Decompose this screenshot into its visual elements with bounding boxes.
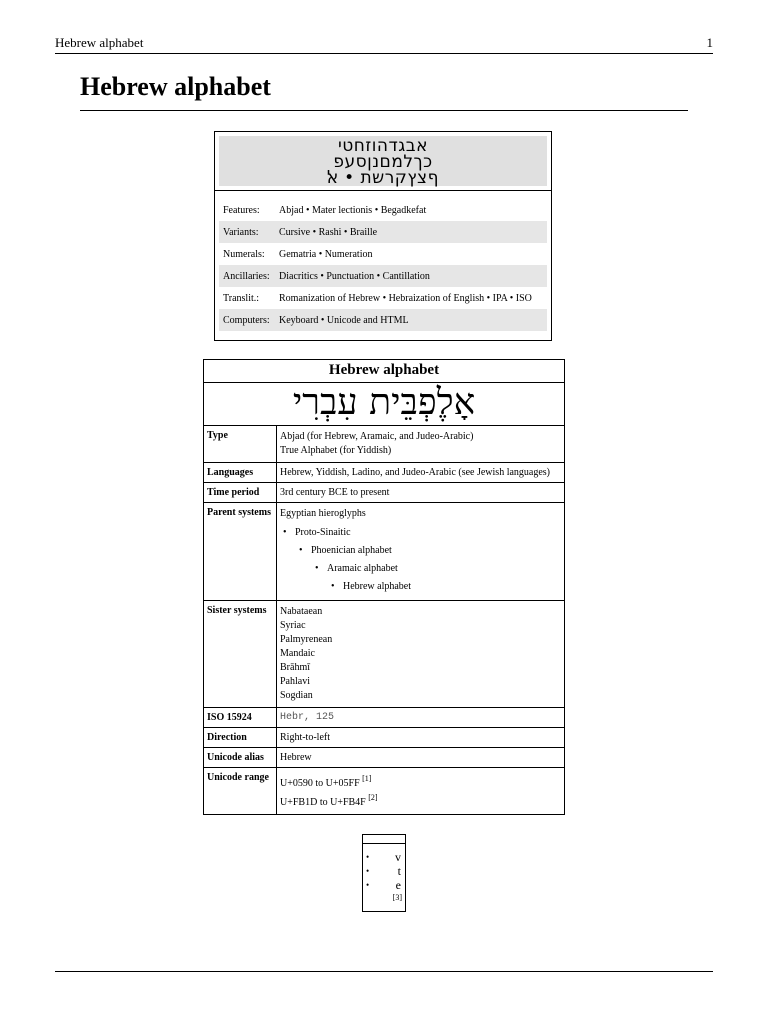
infobox-value: Hebrew (277, 748, 565, 768)
navbox-label: Translit.: (223, 292, 260, 304)
navbox-value-link[interactable]: Cursive • Rashi • Braille (275, 221, 547, 243)
navbox-value-link[interactable]: Keyboard • Unicode and HTML (275, 309, 547, 331)
infobox-value (277, 426, 565, 463)
infobox-value[interactable]: Hebrew, Yiddish, Ladino, and Judeo-Arabic (see Jewish languages) (277, 463, 565, 483)
infobox-value (277, 601, 565, 708)
sister-item[interactable]: Mandaic (280, 648, 315, 659)
infobox-key: Direction (204, 728, 277, 748)
letter-row: אבגדהוזחטי (337, 136, 429, 156)
navbox-row-numerals (219, 243, 547, 265)
infobox-row-parent-systems (204, 503, 565, 601)
parent-level-2[interactable]: • Phoenician alphabet (311, 542, 561, 560)
infobox-key: ISO 15924 (204, 708, 277, 728)
bullet-icon: • (366, 852, 370, 862)
navbox-table (219, 199, 547, 331)
infobox (203, 359, 565, 815)
vte-box (362, 834, 406, 912)
infobox-key: Sister systems (204, 601, 277, 708)
sister-item[interactable]: Nabataean (280, 606, 323, 617)
sister-item[interactable]: Palmyrenean (280, 634, 333, 645)
parent-tree (343, 578, 561, 596)
unicode-range-text[interactable]: U+0590 to U+05FF (280, 778, 360, 789)
vte-item-view[interactable]: • v (366, 850, 401, 864)
type-line[interactable]: True Alphabet (for Yiddish) (280, 445, 392, 456)
navbox-row-translit (219, 287, 547, 309)
infobox-value (277, 503, 565, 601)
vte-item-talk[interactable]: • t (366, 864, 401, 878)
navbox-row-features (219, 199, 547, 221)
citation-ref[interactable]: [1] (362, 774, 372, 783)
unicode-range-text[interactable]: U+FB1D to U+FB4F (280, 797, 366, 808)
infobox-row-type (204, 426, 565, 463)
navbox-row-computers (219, 309, 547, 331)
navbox-value-link[interactable]: Gematria • Numeration (279, 248, 373, 260)
parent-tree (327, 560, 561, 578)
navbox-label: Variants: (219, 221, 275, 243)
infobox-value (277, 768, 565, 815)
navbox-value-link[interactable]: Abjad • Mater lectionis • Begadkefat (279, 204, 427, 216)
infobox-row-direction (204, 728, 565, 748)
navbox-value-link[interactable]: Diacritics • Punctuation • Cantillation (275, 265, 547, 287)
hebrew-letters-panel (219, 136, 547, 186)
sister-item[interactable]: Brāhmī (280, 662, 310, 673)
infobox-row-unicode-range (204, 768, 565, 815)
infobox-key: Time period (204, 483, 277, 503)
navbox-divider (215, 190, 551, 191)
infobox-row-iso (204, 708, 565, 728)
page-title: Hebrew alphabet (80, 72, 688, 111)
navbox-label: Computers: (219, 309, 275, 331)
type-line[interactable]: Abjad (for Hebrew, Aramaic, and Judeo-Arabic) (280, 431, 474, 442)
citation-ref[interactable]: [2] (368, 793, 378, 802)
citation-ref[interactable]: [3] (392, 893, 402, 902)
infobox-value[interactable]: Right-to-left (277, 728, 565, 748)
infobox-row-sister-systems (204, 601, 565, 708)
infobox-key: Unicode alias (204, 748, 277, 768)
infobox-title: Hebrew alphabet (204, 360, 565, 383)
running-title: Hebrew alphabet (55, 35, 144, 50)
parent-level-3[interactable]: • Aramaic alphabet (327, 560, 561, 578)
letter-row: כךלמםנןסעפ (333, 152, 433, 172)
vte-item-edit[interactable]: • e (366, 878, 401, 892)
vte-list (363, 850, 405, 892)
parent-tree (295, 524, 561, 542)
infobox-row-unicode-alias (204, 748, 565, 768)
vte-top-bar (363, 835, 405, 844)
navbox-value-link[interactable]: Romanization of Hebrew • Hebraization of English • IPA • ISO (279, 292, 532, 304)
sister-item[interactable]: Pahlavi (280, 676, 310, 687)
infobox-key: Parent systems (204, 503, 277, 601)
navbox-row-variants (219, 221, 547, 243)
parent-level-4: • Hebrew alphabet (343, 578, 561, 596)
hebrew-alphabet-navbox (214, 131, 552, 341)
infobox-key: Unicode range (204, 768, 277, 815)
infobox-value: 3rd century BCE to present (277, 483, 565, 503)
letter-row: ףצץקרשת • ﭏ (326, 168, 440, 188)
footer-rule (55, 971, 713, 972)
infobox-key: Type (204, 426, 277, 463)
bullet-icon: • (366, 880, 370, 890)
parent-level-1[interactable]: • Proto-Sinaitic (295, 524, 561, 542)
navbox-label: Ancillaries: (219, 265, 275, 287)
navbox-label: Numerals: (223, 248, 265, 260)
sister-item[interactable]: Syriac (280, 620, 306, 631)
navbox-label: Features: (223, 204, 260, 216)
sister-item[interactable]: Sogdian (280, 690, 313, 701)
infobox-row-time-period (204, 483, 565, 503)
unicode-range-line (280, 791, 561, 810)
navbox-row-ancillaries (219, 265, 547, 287)
bullet-icon: • (366, 866, 370, 876)
parent-root[interactable]: Egyptian hieroglyphs (280, 508, 366, 519)
infobox-key: Languages (204, 463, 277, 483)
unicode-range-line (280, 772, 561, 791)
infobox-value: Hebr, 125 (277, 708, 565, 728)
infobox-script-name: אָלֶפְבֵּית עִבְרִי (204, 383, 565, 426)
page-number: 1 (706, 35, 713, 50)
infobox-row-languages (204, 463, 565, 483)
running-header (55, 35, 713, 54)
parent-tree (311, 542, 561, 560)
